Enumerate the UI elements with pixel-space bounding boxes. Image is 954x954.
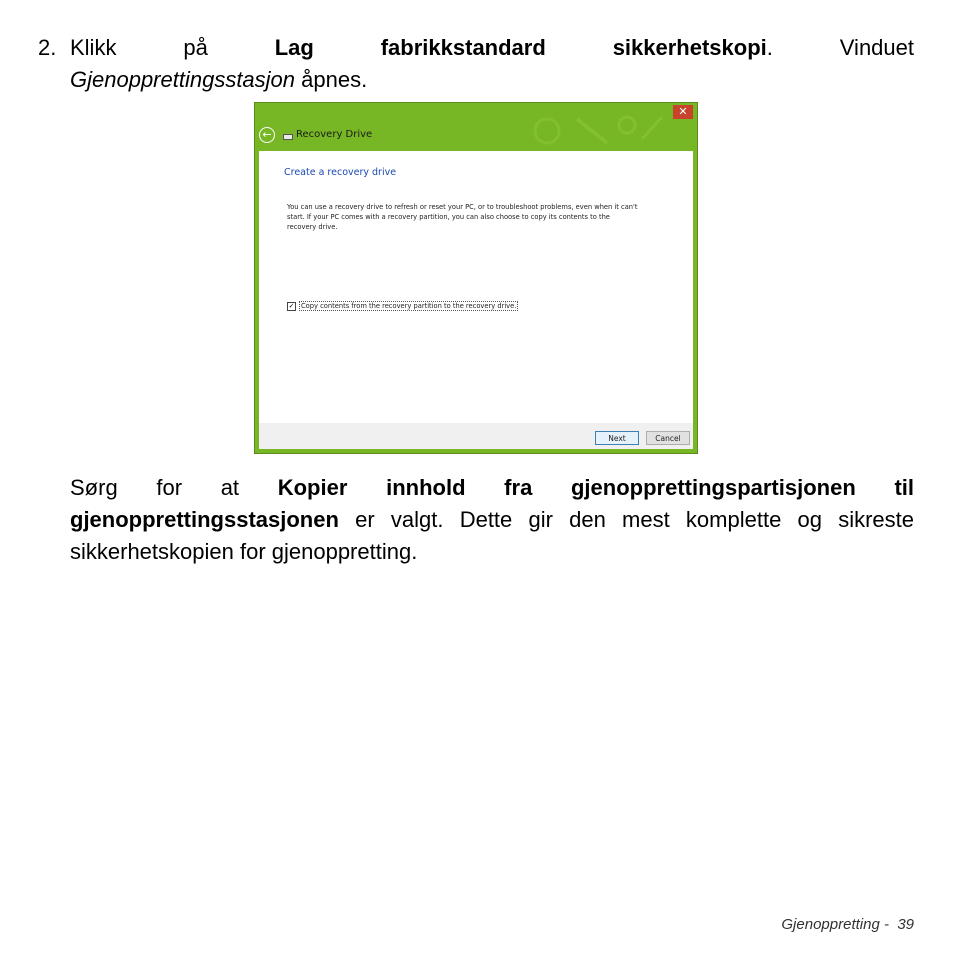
- paragraph-text: Sørg for at: [70, 475, 278, 500]
- step-bold-word: sikkerhetskopi: [612, 35, 767, 60]
- drive-icon: [283, 134, 293, 140]
- step-period: .: [766, 35, 773, 60]
- step-number: 2.: [38, 35, 57, 60]
- copy-contents-label[interactable]: Copy contents from the recovery partition to the recovery drive.: [301, 302, 517, 310]
- instruction-paragraph: [70, 472, 914, 568]
- close-button[interactable]: ✕: [673, 105, 693, 119]
- step-word: Vinduet: [839, 35, 914, 60]
- step-bold-word: fabrikkstandard: [380, 35, 546, 60]
- decorative-tools-pattern: [507, 109, 667, 149]
- step-bold-word: Lag: [274, 35, 314, 60]
- dialog-footer: [259, 423, 693, 449]
- step-word: Klikk: [70, 35, 117, 60]
- step-word: åpnes.: [295, 67, 368, 92]
- dialog-description: You can use a recovery drive to refresh or reset your PC, or to troubleshoot problems, even when it can't start. If your PC comes with a recovery partition, you can also choose to copy its contents to the recovery drive.: [287, 203, 638, 231]
- dialog-heading: Create a recovery drive: [284, 167, 397, 178]
- step-line-2: [70, 64, 914, 96]
- option-name: Kopier innhold fra gjenopprettingspartisjonen til gjenopprettingsstasjonen: [70, 475, 914, 532]
- back-arrow-icon[interactable]: ←: [259, 127, 275, 143]
- next-button[interactable]: Next: [595, 431, 639, 445]
- dialog-content: [259, 151, 693, 423]
- step-line-1: [70, 32, 914, 64]
- footer-section: Gjenoppretting -: [781, 916, 889, 933]
- page-number: 39: [897, 916, 914, 933]
- recovery-drive-screenshot: [254, 102, 698, 454]
- paragraph-text: er valgt. Dette gir den mest komplette og sikreste sikkerhetskopien for gjenoppretting.: [70, 507, 914, 564]
- copy-contents-checkbox[interactable]: ✓: [288, 301, 295, 310]
- window-name: Gjenopprettingsstasjon: [70, 67, 296, 92]
- window-title: Recovery Drive: [296, 129, 373, 140]
- page-footer: [781, 916, 914, 933]
- step-text: [70, 32, 914, 96]
- step-bold-group: [613, 32, 773, 64]
- step-2: [38, 32, 914, 96]
- step-word: på: [183, 35, 208, 60]
- copy-contents-option[interactable]: [287, 301, 518, 311]
- cancel-button[interactable]: Cancel: [646, 431, 690, 445]
